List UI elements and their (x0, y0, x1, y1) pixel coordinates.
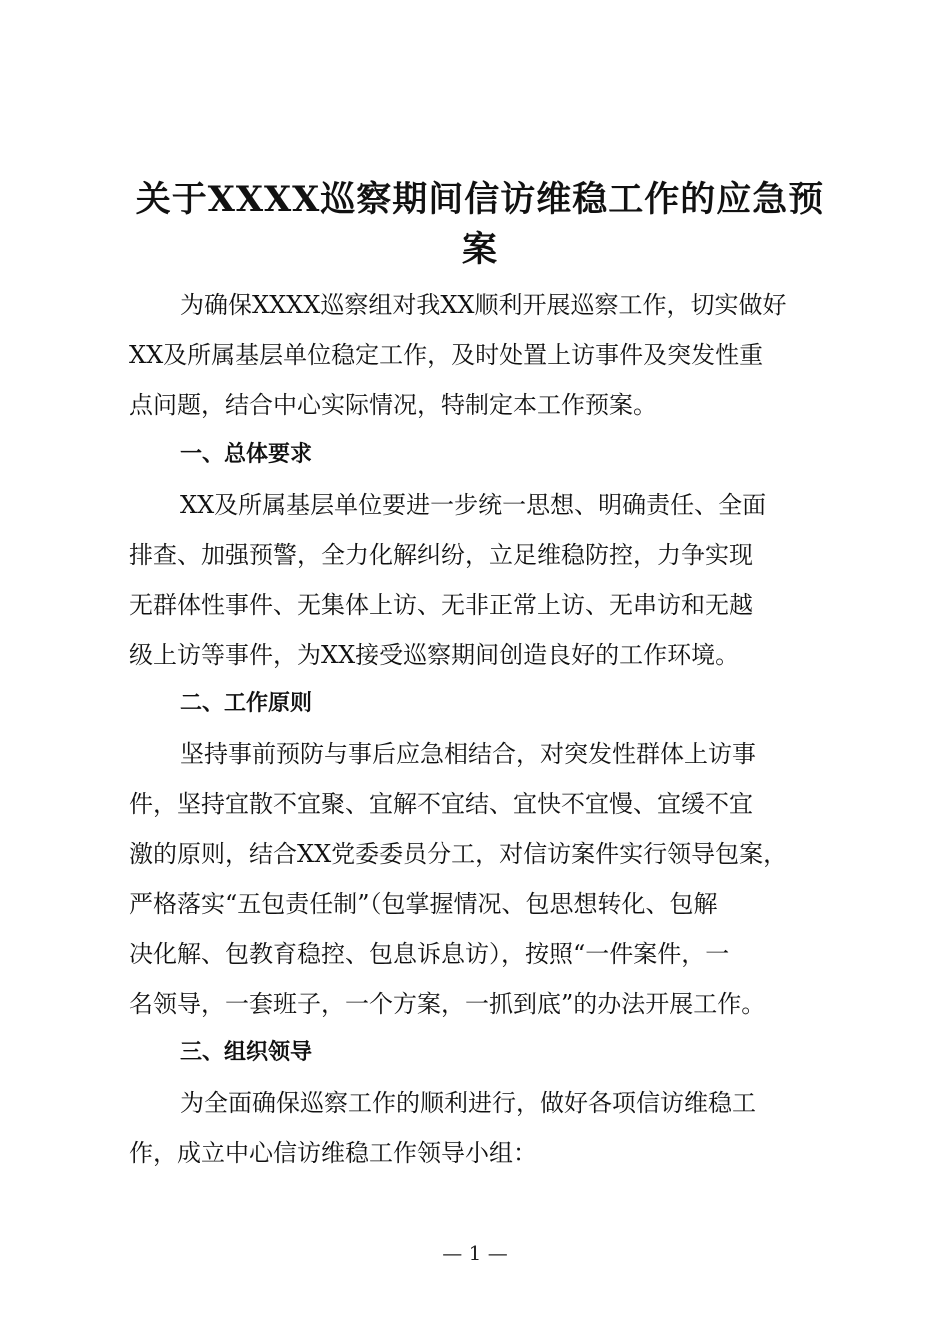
paragraph-line: 为全面确保巡察工作的顺利进行，做好各项信访维稳工 (180, 1089, 756, 1117)
paragraph-line: 级上访等事件，为XX接受巡察期间创造良好的工作环境。 (129, 641, 740, 669)
page-number: — 1 — (442, 1241, 508, 1265)
paragraph-line: 无群体性事件、无集体上访、无非正常上访、无串访和无越 (129, 591, 753, 619)
section-2-paragraph (129, 729, 841, 1029)
section-heading-general-requirements: 一、总体要求 (180, 442, 313, 467)
intro-paragraph (129, 280, 841, 430)
section-1-paragraph (129, 480, 841, 680)
paragraph-line: 坚持事前预防与事后应急相结合，对突发性群体上访事 (180, 740, 756, 768)
paragraph-line: 排查、加强预警，全力化解纠纷，立足维稳防控，力争实现 (129, 541, 753, 569)
section-heading-work-principles: 二、工作原则 (180, 691, 313, 716)
paragraph-line: 严格落实“五包责任制”（包掌握情况、包思想转化、包解 (129, 890, 718, 918)
paragraph-line: 名领导，一套班子，一个方案，一抓到底”的办法开展工作。 (129, 990, 766, 1018)
document-title-line-2: 案 (461, 229, 498, 270)
paragraph-line: 点问题，结合中心实际情况，特制定本工作预案。 (129, 391, 657, 419)
paragraph-line: 作，成立中心信访维稳工作领导小组： (129, 1139, 537, 1167)
paragraph-line: XX及所属基层单位稳定工作，及时处置上访事件及突发性重 (129, 341, 764, 369)
document-title-line-1: 关于XXXX巡察期间信访维稳工作的应急预 (135, 179, 825, 220)
paragraph-line: 激的原则，结合XX党委委员分工，对信访案件实行领导包案， (129, 840, 788, 868)
paragraph-line: 件，坚持宜散不宜聚、宜解不宜结、宜快不宜慢、宜缓不宜 (129, 790, 753, 818)
section-heading-organization-leadership: 三、组织领导 (180, 1040, 313, 1065)
paragraph-line: 决化解、包教育稳控、包息诉息访），按照“一件案件，一 (129, 940, 730, 968)
paragraph-line: 为确保XXXX巡察组对我XX顺利开展巡察工作，切实做好 (180, 291, 787, 319)
paragraph-line: XX及所属基层单位要进一步统一思想、明确责任、全面 (180, 491, 767, 519)
section-3-paragraph (129, 1078, 841, 1178)
